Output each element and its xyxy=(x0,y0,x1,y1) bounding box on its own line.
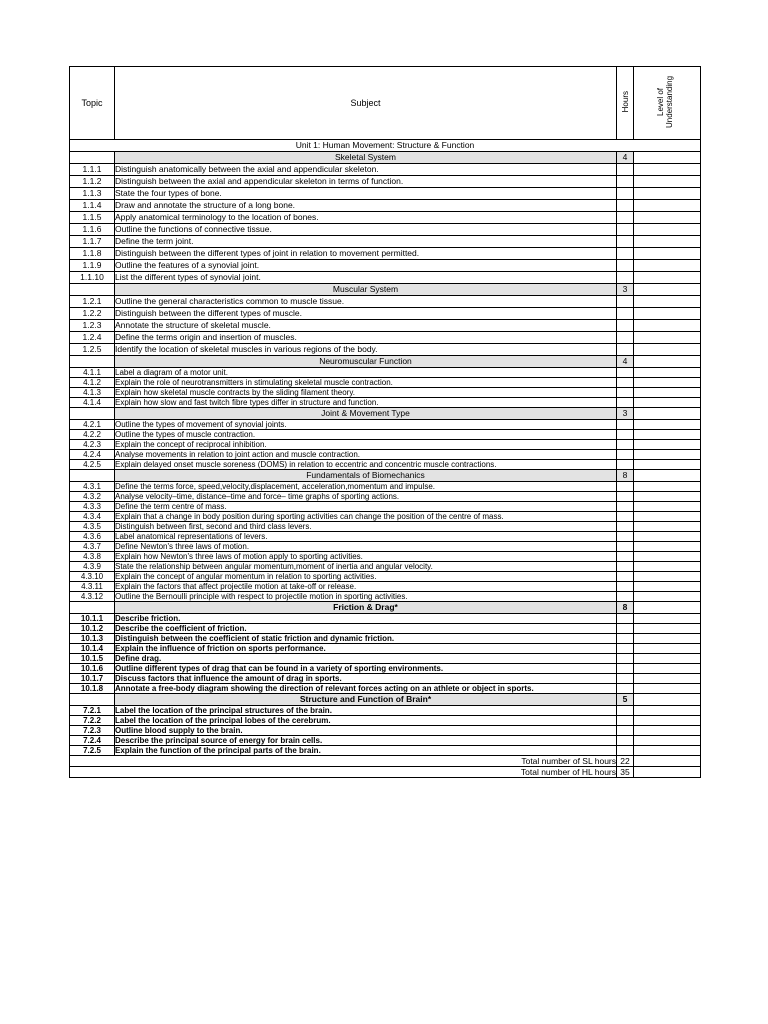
section-row xyxy=(70,408,701,420)
hours-cell xyxy=(617,634,634,644)
table-row xyxy=(70,460,701,470)
section-title: Skeletal System xyxy=(115,152,617,164)
table-row xyxy=(70,332,701,344)
topic-code: 1.1.3 xyxy=(70,188,115,200)
subject-text: Annotate a free-body diagram showing the direction of relevant forces acting on an athlete or object in sports. xyxy=(115,684,617,694)
section-title: Neuromuscular Function xyxy=(115,356,617,368)
topic-code: 4.3.1 xyxy=(70,482,115,492)
section-row xyxy=(70,602,701,614)
table-row xyxy=(70,582,701,592)
hours-cell xyxy=(617,332,634,344)
table-row xyxy=(70,368,701,378)
topic-code: 1.2.4 xyxy=(70,332,115,344)
subject-text: Define the terms force, speed,velocity,displacement, acceleration,momentum and impulse. xyxy=(115,482,617,492)
topic-code: 4.3.6 xyxy=(70,532,115,542)
section-hours: 4 xyxy=(617,152,634,164)
section-hours: 3 xyxy=(617,284,634,296)
subject-text: Define the term centre of mass. xyxy=(115,502,617,512)
table-row xyxy=(70,644,701,654)
subject-text: Define Newton's three laws of motion. xyxy=(115,542,617,552)
subject-text: Label anatomical representations of levers. xyxy=(115,532,617,542)
topic-code: 7.2.3 xyxy=(70,726,115,736)
subject-text: Outline the functions of connective tissue. xyxy=(115,224,617,236)
level-cell xyxy=(634,706,701,716)
subject-text: Outline blood supply to the brain. xyxy=(115,726,617,736)
syllabus-table xyxy=(69,66,701,778)
hours-cell xyxy=(617,552,634,562)
hours-cell xyxy=(617,368,634,378)
topic-code: 4.2.4 xyxy=(70,450,115,460)
level-cell xyxy=(634,460,701,470)
hours-header: Hours xyxy=(620,91,630,113)
topic-code: 1.1.2 xyxy=(70,176,115,188)
subject-text: Outline different types of drag that can be found in a variety of sporting environments. xyxy=(115,664,617,674)
table-row xyxy=(70,296,701,308)
level-cell xyxy=(634,684,701,694)
subject-text: Apply anatomical terminology to the location of bones. xyxy=(115,212,617,224)
table-row xyxy=(70,502,701,512)
hours-cell xyxy=(617,736,634,746)
hours-cell xyxy=(617,388,634,398)
subject-text: Define drag. xyxy=(115,654,617,664)
table-row xyxy=(70,684,701,694)
section-level-cell xyxy=(634,152,701,164)
section-topic-cell xyxy=(70,284,115,296)
level-cell xyxy=(634,716,701,726)
hours-cell xyxy=(617,746,634,756)
level-cell xyxy=(634,398,701,408)
hours-cell xyxy=(617,224,634,236)
level-cell xyxy=(634,726,701,736)
hours-cell xyxy=(617,398,634,408)
topic-code: 7.2.4 xyxy=(70,736,115,746)
table-row xyxy=(70,492,701,502)
hours-cell xyxy=(617,420,634,430)
level-cell xyxy=(634,368,701,378)
level-cell xyxy=(634,736,701,746)
topic-code: 4.2.5 xyxy=(70,460,115,470)
table-row xyxy=(70,614,701,624)
hours-cell xyxy=(617,624,634,634)
subject-text: Distinguish between the axial and appendicular skeleton in terms of function. xyxy=(115,176,617,188)
topic-code: 1.1.6 xyxy=(70,224,115,236)
total-value: 22 xyxy=(617,756,634,767)
subject-text: Outline the general characteristics common to muscle tissue. xyxy=(115,296,617,308)
level-cell xyxy=(634,562,701,572)
level-of-understanding-header: Level of Understanding xyxy=(656,75,674,129)
hours-cell xyxy=(617,572,634,582)
table-row xyxy=(70,164,701,176)
level-cell xyxy=(634,388,701,398)
total-level-cell xyxy=(634,767,701,778)
hours-cell xyxy=(617,502,634,512)
hours-cell xyxy=(617,706,634,716)
level-cell xyxy=(634,582,701,592)
topic-code: 1.1.9 xyxy=(70,260,115,272)
level-cell xyxy=(634,572,701,582)
section-row xyxy=(70,284,701,296)
table-row xyxy=(70,260,701,272)
table-row xyxy=(70,398,701,408)
hours-cell xyxy=(617,654,634,664)
level-cell xyxy=(634,176,701,188)
level-cell xyxy=(634,332,701,344)
level-cell xyxy=(634,542,701,552)
level-header-cell xyxy=(634,67,701,140)
subject-text: Outline the Bernoulli principle with respect to projectile motion in sporting activities. xyxy=(115,592,617,602)
total-level-cell xyxy=(634,756,701,767)
subject-text: Analyse velocity–time, distance–time and force– time graphs of sporting actions. xyxy=(115,492,617,502)
topic-code: 10.1.2 xyxy=(70,624,115,634)
table-row xyxy=(70,236,701,248)
hours-cell xyxy=(617,664,634,674)
level-cell xyxy=(634,344,701,356)
level-cell xyxy=(634,522,701,532)
subject-text: Define the term joint. xyxy=(115,236,617,248)
hours-cell xyxy=(617,684,634,694)
table-row xyxy=(70,542,701,552)
topic-code: 1.1.4 xyxy=(70,200,115,212)
subject-text: Explain that a change in body position during sporting activities can change the position of the centre of mass. xyxy=(115,512,617,522)
table-row xyxy=(70,654,701,664)
section-title: Friction & Drag* xyxy=(115,602,617,614)
hours-cell xyxy=(617,522,634,532)
table-row xyxy=(70,224,701,236)
topic-code: 1.1.10 xyxy=(70,272,115,284)
hours-cell xyxy=(617,236,634,248)
level-cell xyxy=(634,164,701,176)
topic-code: 1.2.3 xyxy=(70,320,115,332)
table-row xyxy=(70,388,701,398)
table-row xyxy=(70,320,701,332)
table-row xyxy=(70,746,701,756)
syllabus-table-body xyxy=(70,67,701,778)
topic-code: 1.2.2 xyxy=(70,308,115,320)
section-level-cell xyxy=(634,602,701,614)
hours-cell xyxy=(617,320,634,332)
table-row xyxy=(70,420,701,430)
table-row xyxy=(70,706,701,716)
level-cell xyxy=(634,614,701,624)
hours-cell xyxy=(617,260,634,272)
section-row xyxy=(70,356,701,368)
hours-cell xyxy=(617,430,634,440)
section-hours: 4 xyxy=(617,356,634,368)
hours-cell xyxy=(617,460,634,470)
level-cell xyxy=(634,674,701,684)
table-row xyxy=(70,212,701,224)
topic-code: 10.1.5 xyxy=(70,654,115,664)
subject-text: Discuss factors that influence the amount of drag in sports. xyxy=(115,674,617,684)
level-cell xyxy=(634,644,701,654)
topic-code: 1.1.7 xyxy=(70,236,115,248)
topic-code: 1.1.1 xyxy=(70,164,115,176)
subject-text: Label a diagram of a motor unit. xyxy=(115,368,617,378)
subject-text: Analyse movements in relation to joint action and muscle contraction. xyxy=(115,450,617,460)
section-topic-cell xyxy=(70,356,115,368)
subject-text: Explain how Newton's three laws of motion apply to sporting activities. xyxy=(115,552,617,562)
subject-text: Describe the coefficient of friction. xyxy=(115,624,617,634)
hours-cell xyxy=(617,272,634,284)
section-level-cell xyxy=(634,408,701,420)
topic-code: 4.3.5 xyxy=(70,522,115,532)
hours-cell xyxy=(617,482,634,492)
level-cell xyxy=(634,552,701,562)
level-cell xyxy=(634,320,701,332)
topic-code: 10.1.6 xyxy=(70,664,115,674)
topic-code: 4.2.3 xyxy=(70,440,115,450)
section-topic-cell xyxy=(70,694,115,706)
level-cell xyxy=(634,248,701,260)
level-cell xyxy=(634,512,701,522)
topic-code: 7.2.1 xyxy=(70,706,115,716)
level-cell xyxy=(634,654,701,664)
table-row xyxy=(70,674,701,684)
hours-cell xyxy=(617,212,634,224)
hours-cell xyxy=(617,726,634,736)
section-hours: 8 xyxy=(617,470,634,482)
level-cell xyxy=(634,212,701,224)
level-cell xyxy=(634,420,701,430)
section-level-cell xyxy=(634,470,701,482)
hours-cell xyxy=(617,542,634,552)
unit-title: Unit 1: Human Movement: Structure & Function xyxy=(70,140,701,152)
table-row xyxy=(70,482,701,492)
unit-row xyxy=(70,140,701,152)
topic-code: 1.2.1 xyxy=(70,296,115,308)
topic-code: 4.3.4 xyxy=(70,512,115,522)
hours-cell xyxy=(617,248,634,260)
subject-text: Explain the concept of angular momentum in relation to sporting activities. xyxy=(115,572,617,582)
topic-code: 1.1.8 xyxy=(70,248,115,260)
hours-cell xyxy=(617,200,634,212)
subject-text: Distinguish between the different types of joint in relation to movement permitted. xyxy=(115,248,617,260)
subject-text: Distinguish between first, second and third class levers. xyxy=(115,522,617,532)
section-title: Muscular System xyxy=(115,284,617,296)
subject-text: Describe the principal source of energy for brain cells. xyxy=(115,736,617,746)
section-hours: 8 xyxy=(617,602,634,614)
hours-cell xyxy=(617,308,634,320)
section-topic-cell xyxy=(70,152,115,164)
topic-code: 4.3.7 xyxy=(70,542,115,552)
hours-cell xyxy=(617,296,634,308)
section-level-cell xyxy=(634,694,701,706)
subject-header: Subject xyxy=(115,67,617,140)
table-row xyxy=(70,522,701,532)
hours-header-cell xyxy=(617,67,634,140)
subject-text: State the relationship between angular momentum,moment of inertia and angular velocity. xyxy=(115,562,617,572)
table-row xyxy=(70,272,701,284)
hours-cell xyxy=(617,582,634,592)
table-row xyxy=(70,562,701,572)
hours-cell xyxy=(617,344,634,356)
subject-text: List the different types of synovial joint. xyxy=(115,272,617,284)
section-hours: 3 xyxy=(617,408,634,420)
topic-code: 4.1.3 xyxy=(70,388,115,398)
table-row xyxy=(70,592,701,602)
table-row xyxy=(70,512,701,522)
subject-text: State the four types of bone. xyxy=(115,188,617,200)
topic-code: 1.2.5 xyxy=(70,344,115,356)
section-row xyxy=(70,470,701,482)
level-cell xyxy=(634,492,701,502)
table-row xyxy=(70,450,701,460)
subject-text: Explain the influence of friction on sports performance. xyxy=(115,644,617,654)
level-cell xyxy=(634,592,701,602)
level-cell xyxy=(634,188,701,200)
subject-text: Outline the features of a synovial joint. xyxy=(115,260,617,272)
hours-cell xyxy=(617,716,634,726)
table-row xyxy=(70,726,701,736)
topic-code: 4.3.10 xyxy=(70,572,115,582)
topic-code: 4.3.12 xyxy=(70,592,115,602)
section-hours: 5 xyxy=(617,694,634,706)
hours-cell xyxy=(617,450,634,460)
total-row xyxy=(70,767,701,778)
topic-code: 4.1.2 xyxy=(70,378,115,388)
table-row xyxy=(70,188,701,200)
topic-code: 4.3.3 xyxy=(70,502,115,512)
table-row xyxy=(70,430,701,440)
level-cell xyxy=(634,532,701,542)
subject-text: Distinguish between the different types of muscle. xyxy=(115,308,617,320)
hours-cell xyxy=(617,440,634,450)
header-row xyxy=(70,67,701,140)
hours-cell xyxy=(617,176,634,188)
subject-text: Label the location of the principal lobes of the cerebrum. xyxy=(115,716,617,726)
table-row xyxy=(70,532,701,542)
level-cell xyxy=(634,440,701,450)
level-cell xyxy=(634,624,701,634)
section-level-cell xyxy=(634,284,701,296)
subject-text: Explain the function of the principal parts of the brain. xyxy=(115,746,617,756)
section-title: Joint & Movement Type xyxy=(115,408,617,420)
section-topic-cell xyxy=(70,470,115,482)
hours-cell xyxy=(617,512,634,522)
topic-code: 4.3.8 xyxy=(70,552,115,562)
subject-text: Outline the types of movement of synovial joints. xyxy=(115,420,617,430)
table-row xyxy=(70,308,701,320)
total-row xyxy=(70,756,701,767)
subject-text: Distinguish between the coefficient of static friction and dynamic friction. xyxy=(115,634,617,644)
table-row xyxy=(70,176,701,188)
section-row xyxy=(70,694,701,706)
hours-cell xyxy=(617,614,634,624)
level-cell xyxy=(634,664,701,674)
level-cell xyxy=(634,482,701,492)
level-cell xyxy=(634,634,701,644)
section-title: Structure and Function of Brain* xyxy=(115,694,617,706)
subject-text: Explain the factors that affect projectile motion at take-off or release. xyxy=(115,582,617,592)
subject-text: Explain the role of neurotransmitters in stimulating skeletal muscle contraction. xyxy=(115,378,617,388)
table-row xyxy=(70,552,701,562)
table-row xyxy=(70,378,701,388)
hours-cell xyxy=(617,592,634,602)
level-cell xyxy=(634,260,701,272)
subject-text: Describe friction. xyxy=(115,614,617,624)
topic-code: 10.1.3 xyxy=(70,634,115,644)
section-row xyxy=(70,152,701,164)
subject-text: Explain how skeletal muscle contracts by the sliding filament theory. xyxy=(115,388,617,398)
table-row xyxy=(70,440,701,450)
subject-text: Draw and annotate the structure of a long bone. xyxy=(115,200,617,212)
level-cell xyxy=(634,308,701,320)
subject-text: Outline the types of muscle contraction. xyxy=(115,430,617,440)
hours-cell xyxy=(617,492,634,502)
subject-text: Explain delayed onset muscle soreness (DOMS) in relation to eccentric and concentric muscle contractions. xyxy=(115,460,617,470)
table-row xyxy=(70,664,701,674)
table-row xyxy=(70,344,701,356)
topic-code: 4.1.4 xyxy=(70,398,115,408)
level-cell xyxy=(634,296,701,308)
total-label: Total number of HL hours xyxy=(70,767,617,778)
subject-text: Define the terms origin and insertion of muscles. xyxy=(115,332,617,344)
level-cell xyxy=(634,236,701,248)
topic-code: 4.3.2 xyxy=(70,492,115,502)
topic-code: 7.2.2 xyxy=(70,716,115,726)
table-row xyxy=(70,624,701,634)
level-cell xyxy=(634,502,701,512)
topic-code: 4.3.11 xyxy=(70,582,115,592)
subject-text: Label the location of the principal structures of the brain. xyxy=(115,706,617,716)
hours-cell xyxy=(617,532,634,542)
section-topic-cell xyxy=(70,408,115,420)
topic-code: 4.1.1 xyxy=(70,368,115,378)
table-row xyxy=(70,248,701,260)
total-label: Total number of SL hours xyxy=(70,756,617,767)
subject-text: Identify the location of skeletal muscles in various regions of the body. xyxy=(115,344,617,356)
level-cell xyxy=(634,272,701,284)
level-cell xyxy=(634,378,701,388)
subject-text: Distinguish anatomically between the axial and appendicular skeleton. xyxy=(115,164,617,176)
topic-code: 10.1.4 xyxy=(70,644,115,654)
section-title: Fundamentals of Biomechanics xyxy=(115,470,617,482)
table-row xyxy=(70,736,701,746)
level-cell xyxy=(634,430,701,440)
subject-text: Annotate the structure of skeletal muscle. xyxy=(115,320,617,332)
table-row xyxy=(70,572,701,582)
topic-header: Topic xyxy=(70,67,115,140)
hours-cell xyxy=(617,644,634,654)
section-level-cell xyxy=(634,356,701,368)
subject-text: Explain the concept of reciprocal inhibition. xyxy=(115,440,617,450)
topic-code: 7.2.5 xyxy=(70,746,115,756)
topic-code: 10.1.8 xyxy=(70,684,115,694)
subject-text: Explain how slow and fast twitch fibre types differ in structure and function. xyxy=(115,398,617,408)
table-row xyxy=(70,634,701,644)
total-value: 35 xyxy=(617,767,634,778)
hours-cell xyxy=(617,378,634,388)
hours-cell xyxy=(617,164,634,176)
topic-code: 4.3.9 xyxy=(70,562,115,572)
level-cell xyxy=(634,746,701,756)
section-topic-cell xyxy=(70,602,115,614)
level-cell xyxy=(634,224,701,236)
table-row xyxy=(70,716,701,726)
topic-code: 10.1.1 xyxy=(70,614,115,624)
level-cell xyxy=(634,200,701,212)
hours-cell xyxy=(617,674,634,684)
level-cell xyxy=(634,450,701,460)
topic-code: 4.2.1 xyxy=(70,420,115,430)
table-row xyxy=(70,200,701,212)
hours-cell xyxy=(617,562,634,572)
hours-cell xyxy=(617,188,634,200)
topic-code: 4.2.2 xyxy=(70,430,115,440)
topic-code: 1.1.5 xyxy=(70,212,115,224)
topic-code: 10.1.7 xyxy=(70,674,115,684)
